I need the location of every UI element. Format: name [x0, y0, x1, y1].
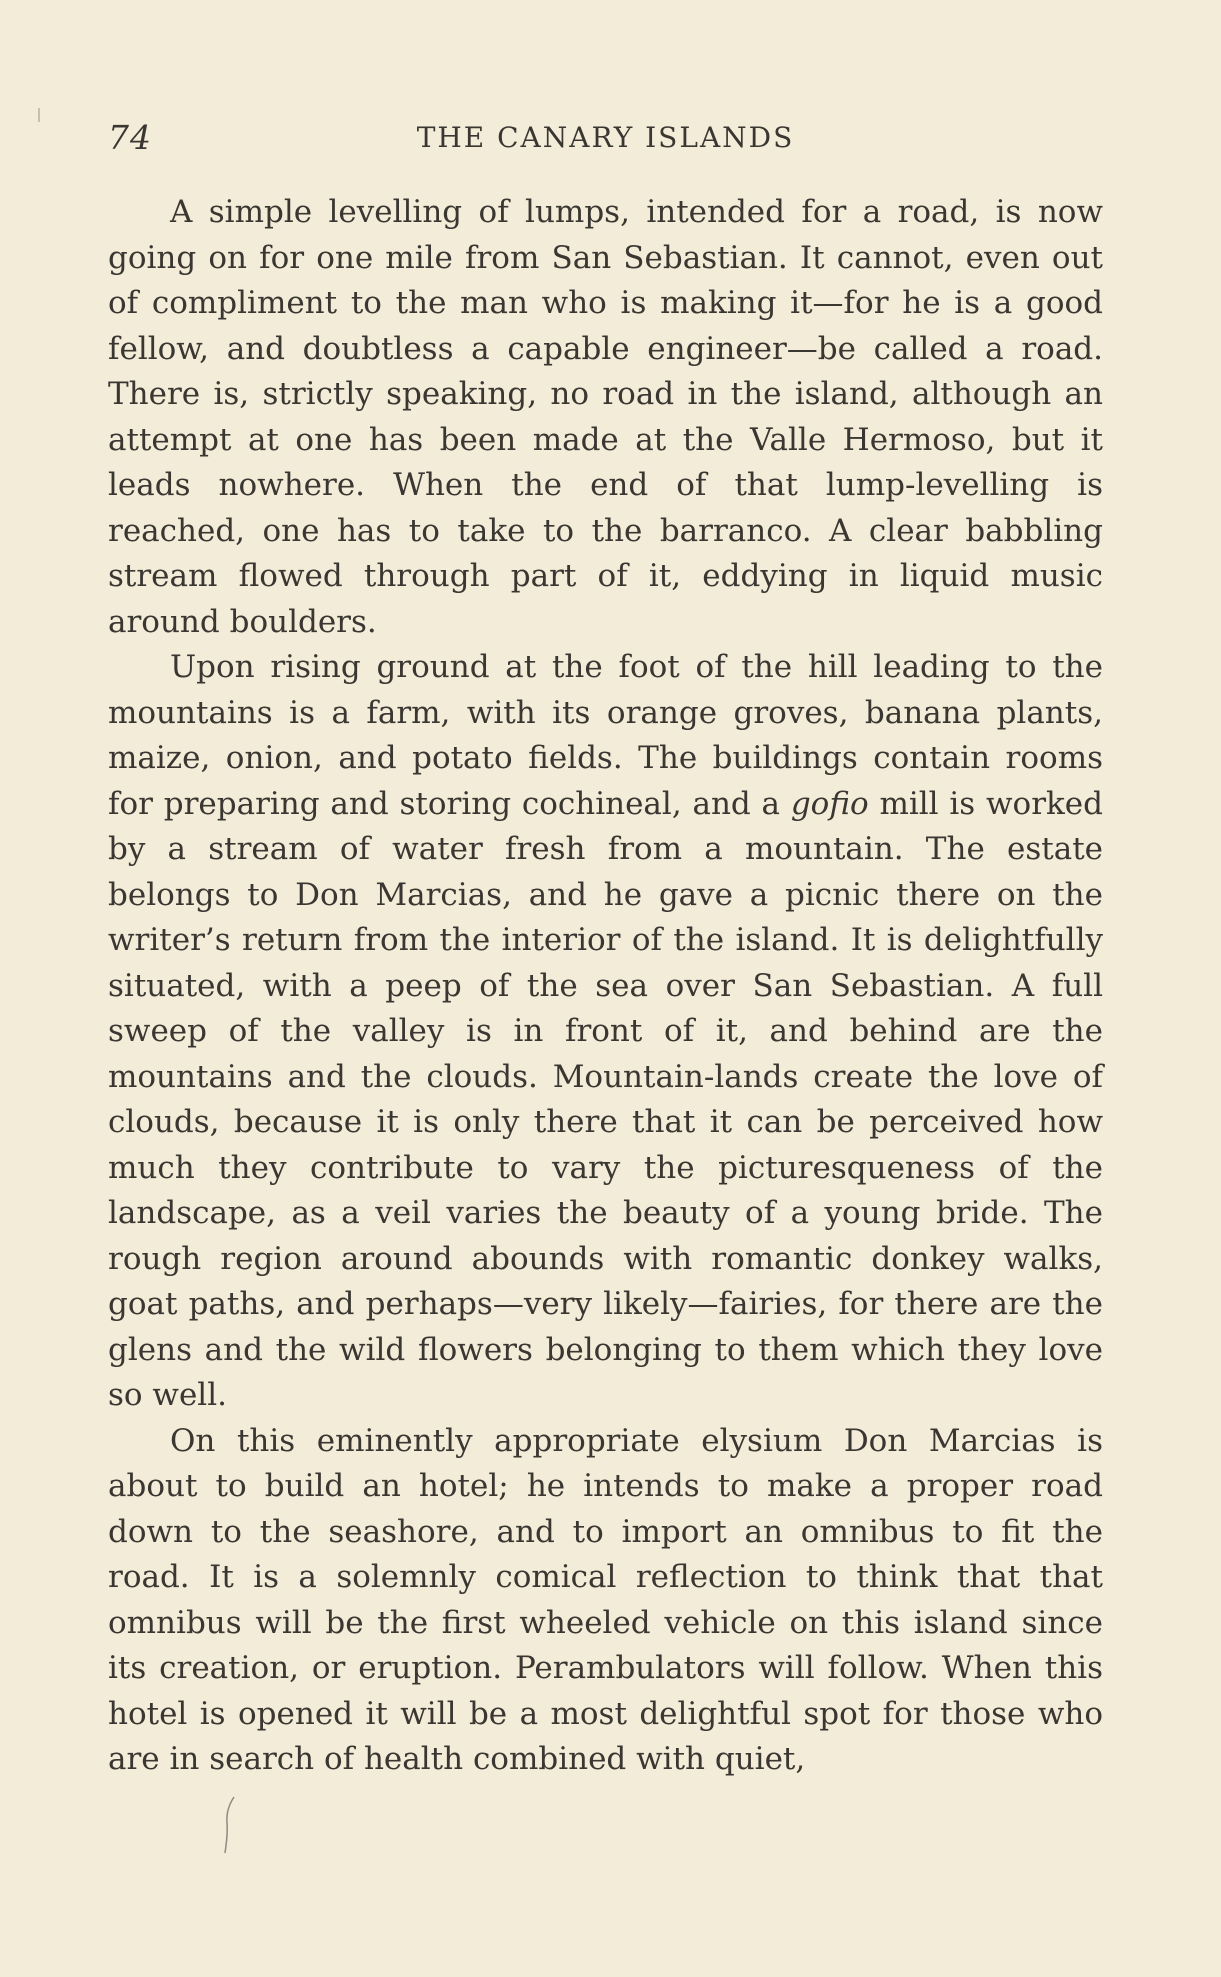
- pencil-mark-icon: [220, 1795, 240, 1855]
- gofio-italic: gofio: [790, 785, 869, 822]
- page-header: [108, 118, 1103, 158]
- paragraph-hotel: On this eminently appropriate elysium Don Marcias is about to build an hotel; he intends to make a proper road down to the seashore, and to import an omnibus to fit the road. It is a solemnly comical reflection to think that that omnibus will be the first wheeled vehicle on this island since its creation, or eruption. Perambulators will follow. When this hotel is opened it will be a most delightful spot for those who are in search of health combined with quiet,: [108, 1422, 1103, 1777]
- paragraph-farm-text-before: Upon rising ground at the foot of the hill leading to the mountains is a farm, with its orange groves, banana plants, maize, onion, and potato fields. The buildings contain rooms for preparing and storing cochineal, and a: [108, 649, 1103, 822]
- paragraph-farm-text-after: mill is worked by a stream of water fresh from a mountain. The estate belongs to Don Marcias, and he gave a picnic there on the writer’s return from the interior of the island. It is delightfully situated, with a peep of the sea over San Sebastian. A full sweep of the valley is in front of it, and behind are the mountains and the clouds. Mountain-lands create the love of clouds, because it is only there that it can be perceived how much they contribute to vary the picturesqueness of the landscape, as a veil varies the beauty of a young bride. The rough region around abounds with romantic donkey walks, goat paths, and perhaps—very likely—fairies, for there are the glens and the wild flowers belonging to them which they love so well.: [108, 785, 1103, 1413]
- page-body: [108, 190, 1103, 1783]
- page-number: 74: [108, 118, 152, 157]
- page-edge-mark: [38, 108, 40, 122]
- paragraph-farm: [108, 645, 1103, 1419]
- running-title: THE CANARY ISLANDS: [416, 121, 795, 154]
- paragraph-road: A simple levelling of lumps, intended for a road, is now going on for one mile from San Sebastian. It cannot, even out of compliment to the man who is making it—for he is a good fellow, and doubtless a capable engineer—be called a road. There is, strictly speaking, no road in the island, although an attempt at one has been made at the Valle Hermoso, but it leads nowhere. When the end of that lump-levelling is reached, one has to take to the barranco. A clear babbling stream flowed through part of it, eddying in liquid music around boulders.: [108, 194, 1103, 640]
